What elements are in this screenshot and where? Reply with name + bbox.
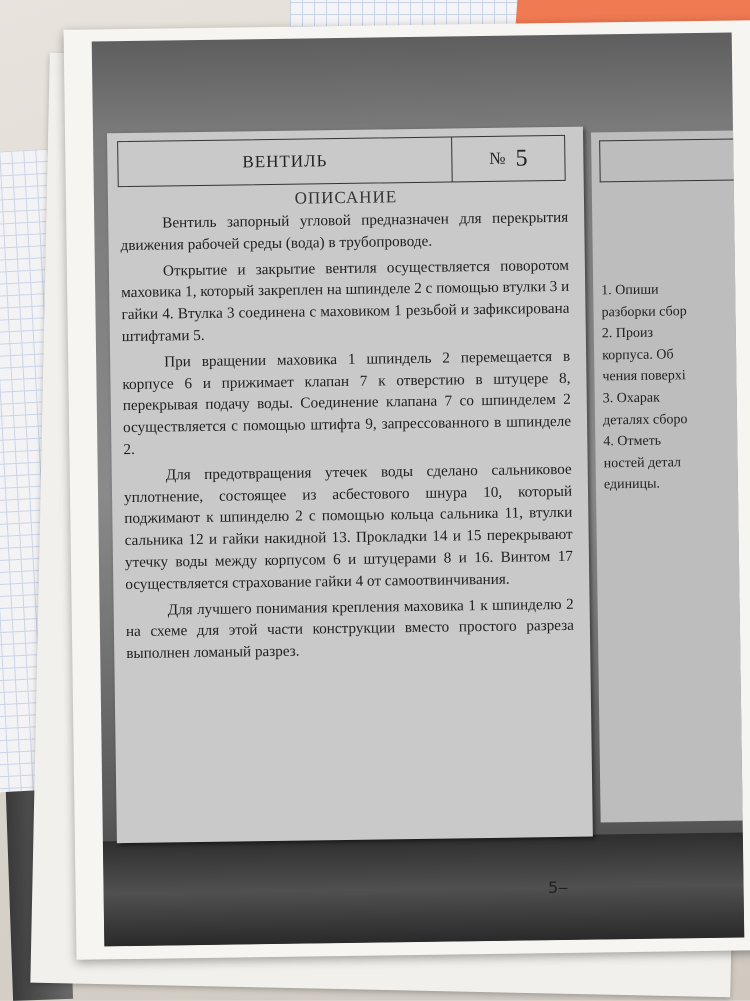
adjacent-line: 4. Отметь bbox=[603, 433, 662, 450]
header-number-cell bbox=[452, 136, 565, 182]
adjacent-text bbox=[601, 278, 744, 496]
description-body bbox=[120, 207, 574, 669]
adjacent-line: 2. Произ bbox=[601, 325, 654, 342]
paragraph: Вентиль запорный угловой предназначен для перекрытия движения рабочей среды (вода) в трубопроводе. bbox=[120, 208, 569, 254]
number-sign: № bbox=[489, 148, 506, 168]
paragraph: При вращении маховика 1 шпиндель 2 перемещается в корпусе 6 и прижимает клапан 7 к отверстию в штуцере 8, перекрывая подачу воды. Соединение клапана 7 со шпинделем 2 осуществляется с помощью штифта 9, запрессованного в шпинделе 2. bbox=[122, 347, 572, 459]
section-title: ОПИСАНИЕ bbox=[294, 187, 398, 208]
paragraph: Для лучшего понимания крепления маховика 1 к шпинделю 2 на схеме для этой части конструкции вместо простого разреза выполнен ломаный разрез. bbox=[125, 595, 575, 663]
adjacent-line: единицы. bbox=[603, 476, 661, 493]
printout-sheet bbox=[64, 20, 750, 960]
page-header bbox=[117, 135, 566, 187]
adjacent-page bbox=[591, 130, 744, 822]
adjacent-line: корпуса. Об bbox=[602, 347, 674, 364]
paragraph: Открытие и закрытие вентиля осуществляется поворотом маховика 1, который закреплен на шпинделе 2 с помощью втулки 3 и гайки 4. Втулка 3 соединена с маховиком 1 резьбой и зафиксирована штифтами 5. bbox=[121, 256, 570, 346]
adjacent-line: ностей детал bbox=[603, 455, 682, 472]
adjacent-line: 3. Охарак bbox=[602, 390, 661, 407]
page-marker: 5‒ bbox=[548, 878, 569, 897]
adjacent-line: деталях сборо bbox=[602, 411, 688, 428]
book-page bbox=[107, 127, 593, 844]
printed-photo bbox=[92, 33, 745, 947]
adjacent-line: разборки сбор bbox=[601, 303, 687, 320]
photo-dark-band bbox=[103, 832, 744, 946]
header-title: ВЕНТИЛЬ bbox=[118, 137, 453, 186]
adjacent-line: 1. Опиши bbox=[601, 282, 659, 299]
card-number: 5 bbox=[515, 144, 528, 172]
adjacent-line: чения поверхі bbox=[602, 368, 686, 385]
paragraph: Для предотвращения утечек воды сделано сальниковое уплотнение, состоящее из асбестового шнура 10, который поджимают к шпинделю 2 с помощью кольца сальника 11, втулки сальника 12 и гайки накидной 13. Прокладки 14 и 15 перекрывают утечку воды между корпусом 6 и штуцерами 8 и 16. Винтом 17 осуществляется страхование гайки 4 от самоотвинчивания. bbox=[123, 460, 574, 593]
adjacent-header bbox=[599, 138, 744, 182]
